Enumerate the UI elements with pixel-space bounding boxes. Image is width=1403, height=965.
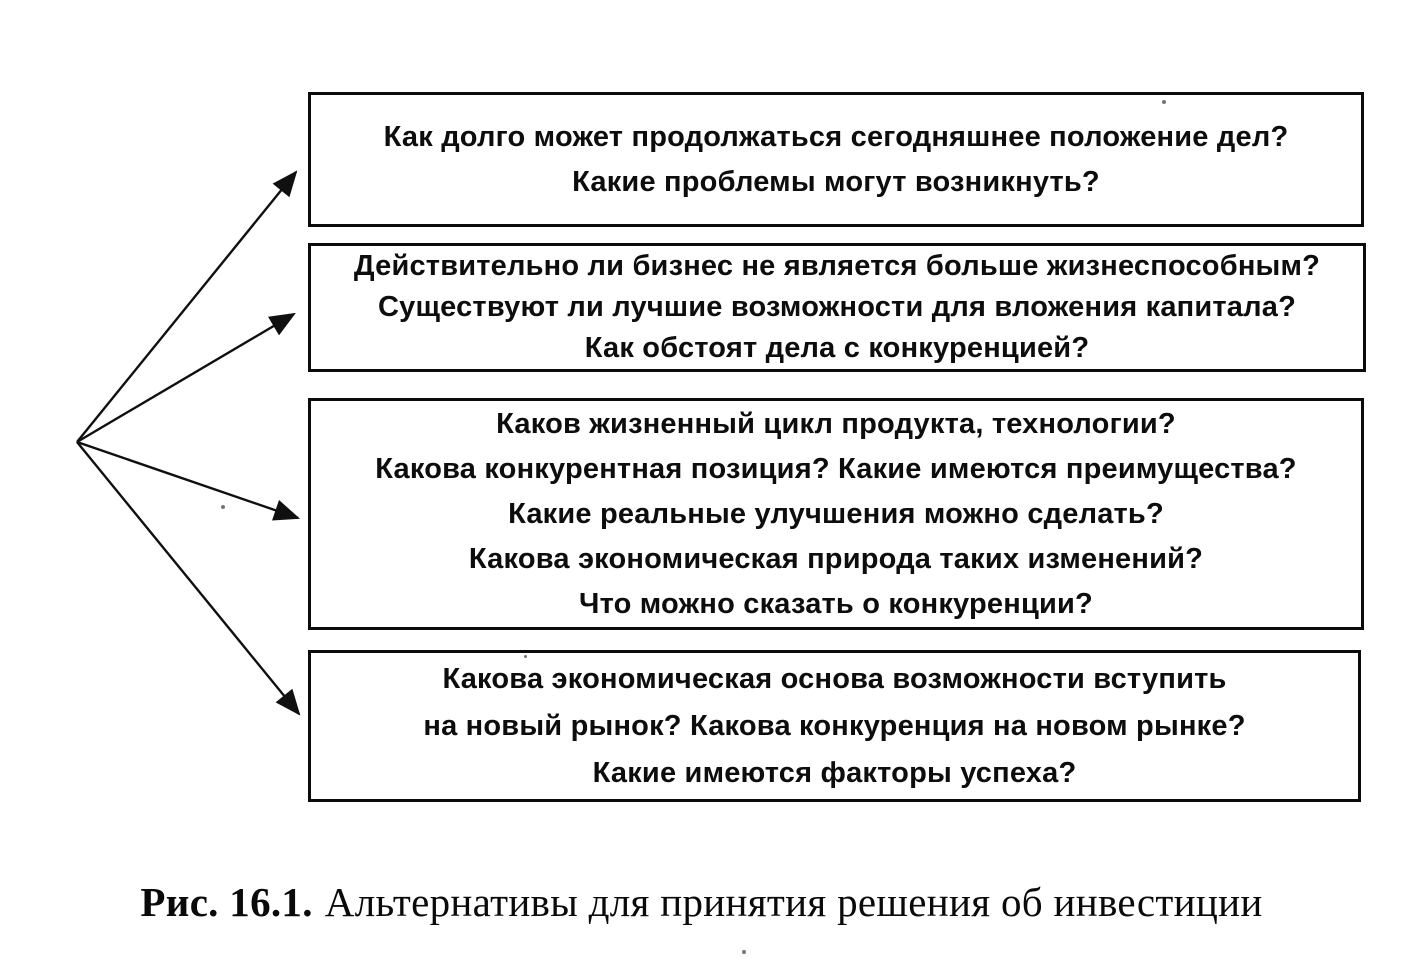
question-text: Как долго может продолжаться сегодняшнее положение дел? [383, 120, 1289, 153]
scan-artifact-dot [742, 950, 746, 954]
arrow-to-box-1 [77, 172, 296, 442]
question-text: Что можно сказать о конкуренции? [579, 587, 1093, 620]
question-text: Какие имеются факторы успеха? [592, 756, 1077, 789]
arrow-to-box-3 [77, 442, 298, 518]
question-text: Какие проблемы могут возникнуть? [572, 165, 1100, 198]
question-text: Существуют ли лучшие возможности для вложения капитала? [378, 291, 1296, 323]
figure-caption-text: Альтернативы для принятия решения об инвестиции [324, 879, 1263, 925]
question-text: Каков жизненный цикл продукта, технологии? [496, 407, 1176, 440]
question-text: Какова экономическая основа возможности вступить [442, 662, 1227, 695]
question-box-current-situation [308, 92, 1364, 227]
question-box-product-lifecycle [308, 398, 1364, 630]
figure-caption [0, 876, 1403, 928]
figure-caption-label: Рис. 16.1. [140, 879, 313, 925]
scan-artifact-dot [524, 655, 527, 658]
question-text: Как обстоят дела с конкуренцией? [584, 332, 1090, 364]
arrow-to-box-2 [77, 314, 294, 442]
question-box-business-viability [308, 243, 1366, 372]
question-box-new-market [308, 650, 1361, 802]
question-text: Какова экономическая природа таких изменений? [468, 542, 1204, 575]
question-text: Какова конкурентная позиция? Какие имеются преимущества? [375, 452, 1297, 485]
question-text: Какие реальные улучшения можно сделать? [508, 497, 1164, 530]
scan-artifact-dot [221, 505, 225, 509]
arrow-to-box-4 [77, 442, 299, 714]
question-text: Действительно ли бизнес не является больше жизнеспособным? [353, 250, 1321, 282]
question-text: на новый рынок? Какова конкуренция на новом рынке? [423, 709, 1246, 742]
scan-artifact-dot [1162, 100, 1166, 104]
